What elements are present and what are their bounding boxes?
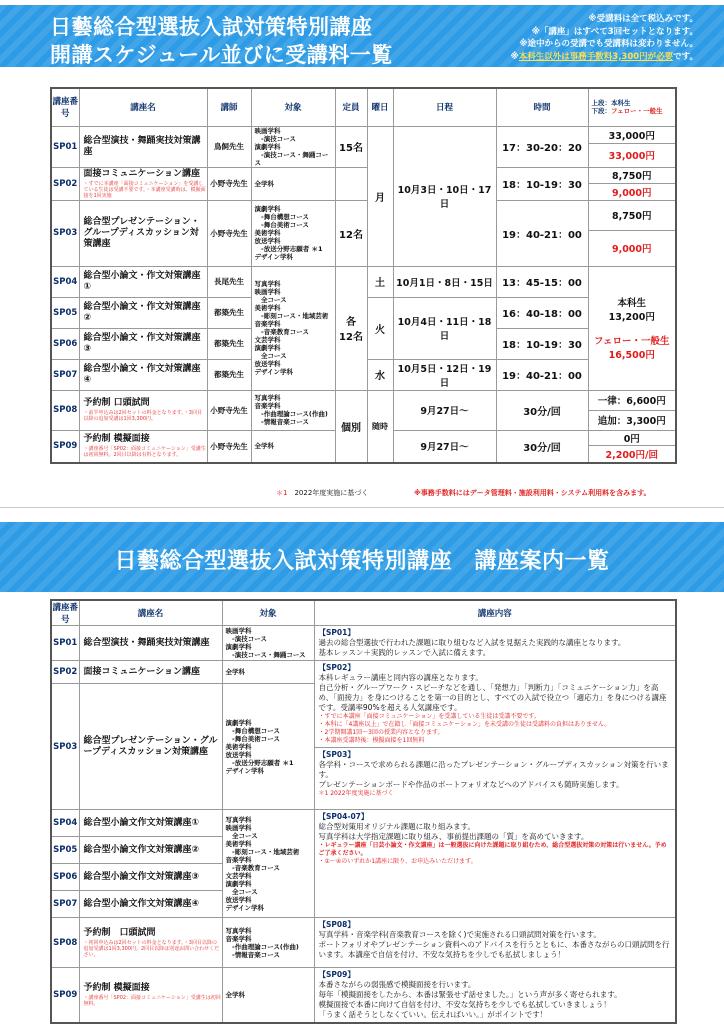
- content-sp08: 【SP08】 写真学科・音楽学科(音楽教育コースを除く)で実施される口頭試問対策を行います。 ポートフォリオやプレゼンテーション資料へのアドバイスを行うとともに、本番さながらの口頭試問を行います。本講座で自信を付け、不安な気持ちを少しでも払拭しましょう！: [314, 918, 676, 968]
- course-time: 18：10-19：30: [496, 167, 588, 200]
- course-code: SP09: [51, 968, 79, 1024]
- price-regular: 一律：6,600円: [588, 390, 676, 410]
- header-price: 上段：本科生 下段：フェロー・一般生: [588, 88, 676, 126]
- schedule-banner: [0, 5, 724, 67]
- table-row: [51, 390, 676, 410]
- course-day: 土: [367, 266, 393, 297]
- course-code: SP03: [51, 200, 79, 266]
- course-target: 写真学科 音楽学科 -作曲理論コース(作曲) -情報音楽コース: [222, 918, 314, 968]
- course-time: 19：40-21：00: [496, 200, 588, 266]
- course-name: 総合型プレゼンテーション・グループディスカッション対策講座: [79, 684, 222, 810]
- course-capacity: [335, 167, 367, 200]
- course-code: SP01: [51, 126, 79, 167]
- table-row: [51, 126, 676, 143]
- course-name: 予約制 口頭試問 ・前半申込みは2回セットの料金となります。・3回目以降の追加受講は1回3,300円。: [79, 390, 207, 430]
- course-dates: 10月1日・8日・15日: [393, 266, 496, 297]
- course-target: 演劇学科 -舞台構想コース -舞台美術コース 美術学科 放送学科 -放送分野志願者 ＊1 デザイン学科: [222, 684, 314, 810]
- header-code: 講座番号: [51, 88, 79, 126]
- table-row: [51, 661, 676, 684]
- header-teacher: 講師: [207, 88, 251, 126]
- course-teacher: 都築先生: [207, 297, 251, 328]
- content-sp04-07: 【SP04-07】 総合型対策用オリジナル課題に取り組みます。 写真学科は大学指定課題に取り組み、事前提出課題の「質」を高めていきます。 ・レギュラー講座「日芸小論文・作文講座」は一般選抜に向けた課題に取り組むため、総合型選抜対策の対策は行いません。予めご了承ください。 ・①～④のいずれか1講座に限り、お申込みいただけます。: [314, 810, 676, 918]
- content-sp09: 【SP09】 本番さながらの弱張感で模擬面接を行います。 毎年「模擬面接をしたから、本番は緊張せず話せました。」という声が多く寄せられます。 模擬面接で本番に向けて自信を付け、不安な気持ちを少しでも払拭していきましょう！ 「うまく話そうとしなくていい。伝えればいい。」がポイントです！: [314, 968, 676, 1024]
- course-code: SP07: [51, 891, 79, 918]
- course-target: 全学科: [222, 968, 314, 1024]
- price-general: 9,000円: [588, 230, 676, 266]
- course-name: 総合型プレゼンテーション・グループディスカッション対策講座: [79, 200, 207, 266]
- course-dates: 10月3日・10日・17日: [393, 126, 496, 266]
- course-dates: 9月27日～: [393, 430, 496, 463]
- course-teacher: 都築先生: [207, 328, 251, 359]
- guide-header-code: 講座番号: [51, 600, 79, 626]
- guide-header-row: [51, 600, 676, 626]
- guide-page: [0, 512, 724, 1024]
- header-time: 時間: [496, 88, 588, 126]
- content-sp02-03: 【SP02】 本科レギュラー講座と同内容の講座となります。 自己分析・グループワーク・スピーチなどを通し、「発想力」「判断力」「コミュニケーション力」を高め、「面接力」を身につけることを第一の目的とし、すべての入試で役立つ「適応力」を身につける講座です。受講率90%を超える人気講座です。 ・すでに本講座「面接コミュニケーション」を受講している生徒は受講不要です。 ・本科に「4講座以上」で在籍し「面接コミュニケーション」を未受講の生徒は受講料の負担はありません。 ・2学期開講1回～3回の授業内容となります。 ・本講座受講時後：模擬面接を1回無料 【SP03】 各学科・コースで求められる課題に沿ったプレゼンテーション・グループディスカッション対策を行います。 プレゼンテーションボードや作品のポートフォリオなどへのアドバイスも随時実施します。 ＊1 2022年度実施に基づく: [314, 661, 676, 810]
- course-code: SP05: [51, 297, 79, 328]
- table-row: [51, 200, 676, 230]
- course-day: 火: [367, 297, 393, 359]
- content-sp01: 【SP01】 過去の総合型選抜で行われた課題に取り組むなど入試を見据えた実践的な講座となります。 基本レッスン＋実践的レッスンで入試に備えます。: [314, 626, 676, 661]
- course-code: SP02: [51, 167, 79, 200]
- header-target: 対象: [251, 88, 335, 126]
- note-tax: ※受講料は全て税込みです。: [588, 14, 698, 24]
- price-regular: 33,000円: [588, 126, 676, 143]
- table-row: [51, 918, 676, 968]
- course-name: 総合型小論文作文対策講座③: [79, 864, 222, 891]
- course-target: 写真学科 音楽学科 -作曲理論コース(作曲) -情報音楽コース: [251, 390, 335, 430]
- note-fee: ※本科生以外は事務手数料3,300円が必要です。: [510, 51, 698, 62]
- guide-table: [50, 599, 677, 1024]
- course-time: 18：10-19：30: [496, 328, 588, 359]
- header-dates: 日程: [393, 88, 496, 126]
- course-name: 総合型小論文作文対策講座①: [79, 810, 222, 837]
- course-teacher: 小野寺先生: [207, 167, 251, 200]
- course-capacity: 各 12名: [335, 266, 367, 390]
- guide-header-content: 講座内容: [314, 600, 676, 626]
- course-code: SP06: [51, 864, 79, 891]
- schedule-notes: [511, 13, 698, 63]
- guide-title: 日藝総合型選抜入試対策特別講座 講座案内一覧: [114, 549, 610, 574]
- course-code: SP08: [51, 390, 79, 430]
- header-day: 曜日: [367, 88, 393, 126]
- table-row: [51, 968, 676, 1024]
- course-target: 全学科: [222, 661, 314, 684]
- course-teacher: 小野寺先生: [207, 430, 251, 463]
- table-row: [51, 167, 676, 183]
- table-row: [51, 810, 676, 837]
- schedule-header-row: [51, 88, 676, 126]
- schedule-footnote2: ※事務手数料にはデータ管理料・施設利用料・システム利用料を含みます。: [414, 489, 651, 497]
- course-day: 随時: [367, 390, 393, 463]
- header-name: 講座名: [79, 88, 207, 126]
- header-capacity: 定員: [335, 88, 367, 126]
- course-name: 予約制 口頭試問 ・初回申込みは2回セットの料金となります。・3回目以降の追加受講は1回3,300円。2回目以降は別途お問い合わせください。: [79, 918, 222, 968]
- course-code: SP02: [51, 661, 79, 684]
- course-day: 水: [367, 359, 393, 390]
- table-row: [51, 266, 676, 297]
- course-teacher: 都築先生: [207, 359, 251, 390]
- course-teacher: 小野寺先生: [207, 200, 251, 266]
- course-name: 総合型小論文・作文対策講座③: [79, 328, 207, 359]
- course-name: 総合型小論文作文対策講座②: [79, 837, 222, 864]
- course-dates: 9月27日～: [393, 390, 496, 430]
- course-code: SP09: [51, 430, 79, 463]
- note-set: ※「講座」はすべて3回セットとなります。: [531, 26, 698, 37]
- course-time: 13：45-15：00: [496, 266, 588, 297]
- course-code: SP08: [51, 918, 79, 968]
- course-capacity: 個別: [335, 390, 367, 463]
- course-code: SP03: [51, 684, 79, 810]
- course-target: 全学科: [251, 167, 335, 200]
- course-code: SP04: [51, 266, 79, 297]
- course-capacity: 12名: [335, 200, 367, 266]
- course-name: 総合型小論文・作文対策講座①: [79, 266, 207, 297]
- course-name: 面接コミュニケーション講座 ・すでに本講座「面接コミュニケーション」を受講している生徒は受講不要です。・本講座受講時は、模擬面接を1回実施: [79, 167, 207, 200]
- course-code: SP01: [51, 626, 79, 661]
- course-dates: 10月5日・12日・19日: [393, 359, 496, 390]
- course-time: 30分/回: [496, 430, 588, 463]
- course-time: 19：40-21：00: [496, 359, 588, 390]
- guide-header-name: 講座名: [79, 600, 222, 626]
- course-target: 映画学科 -演技コース 演劇学科 -演技コース・舞踊コース: [222, 626, 314, 661]
- course-name: 予約制 模擬面接 ・講座番号「SP02：面接コミュニケーション」受講生は初回無料。: [79, 968, 222, 1024]
- course-code: SP05: [51, 837, 79, 864]
- course-teacher: 小野寺先生: [207, 390, 251, 430]
- course-name: 総合型演技・舞踊実技対策講座: [79, 126, 207, 167]
- course-name: 面接コミュニケーション講座: [79, 661, 222, 684]
- schedule-title-line1: 日藝総合型選抜入試対策特別講座: [50, 15, 373, 39]
- guide-header-target: 対象: [222, 600, 314, 626]
- course-name: 総合型小論文・作文対策講座②: [79, 297, 207, 328]
- course-target: 演劇学科 -舞台構想コース -舞台美術コース 美術学科 放送学科 -放送分野志願者 ＊1 デザイン学科: [251, 200, 335, 266]
- price-general: 9,000円: [588, 183, 676, 200]
- price-regular: 8,750円: [588, 167, 676, 183]
- course-target: 映画学科 -演技コース 演劇学科 -演技コース・舞踊コース: [251, 126, 335, 167]
- course-code: SP07: [51, 359, 79, 390]
- price-regular: 0円: [588, 430, 676, 445]
- course-teacher: 鳥飼先生: [207, 126, 251, 167]
- course-name: 総合型小論文作文対策講座④: [79, 891, 222, 918]
- course-time: 30分/回: [496, 390, 588, 430]
- schedule-page: [0, 0, 724, 508]
- course-name: 総合型小論文・作文対策講座④: [79, 359, 207, 390]
- course-target: 全学科: [251, 430, 335, 463]
- table-row: [51, 626, 676, 661]
- course-target: 写真学科 映画学科 全コース 美術学科 -彫刻コース・地域芸術 音楽学科 -音楽教育コース 文芸学科 演劇学科 全コース 放送学科 デザイン学科: [251, 266, 335, 390]
- course-name: 予約制 模擬面接 ・講座番号「SP02：面接コミュニケーション」受講生は初回無料。2回目以降は有料となります。: [79, 430, 207, 463]
- price-regular: 8,750円: [588, 200, 676, 230]
- course-capacity: 15名: [335, 126, 367, 167]
- price-sp04-07: 本科生 13,200円 フェロー・一般生 16,500円: [588, 266, 676, 390]
- course-name: 総合型演技・舞踊実技対策講座: [79, 626, 222, 661]
- guide-banner: [0, 522, 724, 592]
- schedule-table: [50, 87, 677, 464]
- schedule-title-line2: 開講スケジュール並びに受講料一覧: [50, 43, 393, 67]
- course-day: 月: [367, 126, 393, 266]
- schedule-footnote1: ＊1 2022年度実施に基づく: [276, 489, 369, 497]
- course-time: 17：30-20：20: [496, 126, 588, 167]
- course-time: 16：40-18：00: [496, 297, 588, 328]
- price-general: 33,000円: [588, 143, 676, 167]
- price-general: 2,200円/回: [588, 445, 676, 463]
- course-code: SP06: [51, 328, 79, 359]
- course-teacher: 長尾先生: [207, 266, 251, 297]
- course-dates: 10月4日・11日・18日: [393, 297, 496, 359]
- price-additional: 追加：3,300円: [588, 410, 676, 430]
- course-code: SP04: [51, 810, 79, 837]
- course-target: 写真学科 映画学科 全コース 美術学科 -彫刻コース・地域芸術 音楽学科 -音楽教育コース 文芸学科 演劇学科 全コース 放送学科 デザイン学科: [222, 810, 314, 918]
- note-midway: ※途中からの受講でも受講料は変わりません。: [519, 39, 698, 49]
